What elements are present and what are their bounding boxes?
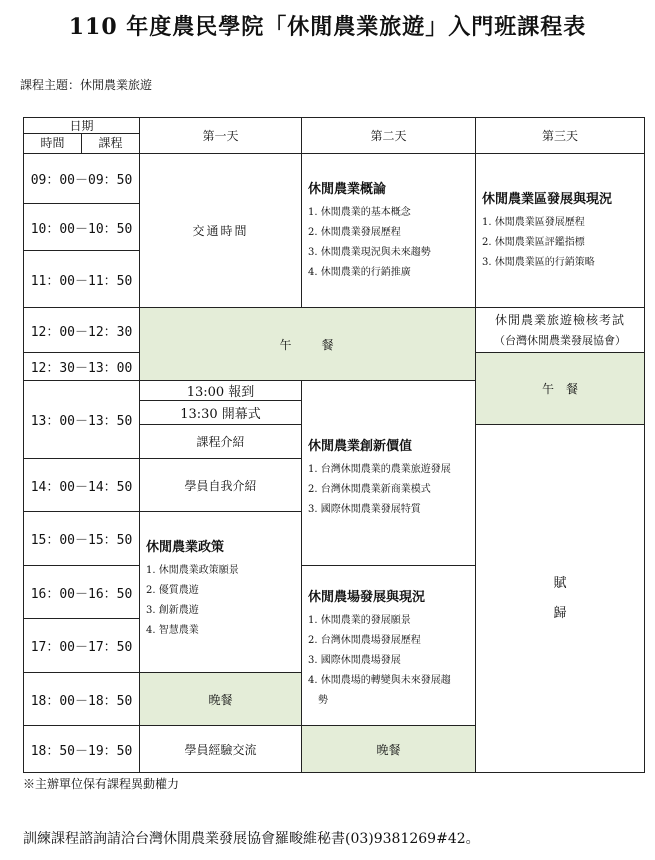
schedule-table [23,117,645,773]
travel-time: 交通時間 [140,154,302,308]
course-item: 3. 休閒農業區的行銷策略 [482,257,595,268]
return-home [476,425,645,773]
course-item: 3. 國際休閒農業發展特質 [308,504,421,515]
return-char: 歸 [553,605,567,621]
course-item: 1. 休閒農業政策願景 [146,565,239,576]
course-area [476,154,645,308]
header-corner [24,118,140,154]
time-slot: 15：00－15：50 [24,512,140,566]
course-title: 休閒農業概論 [308,182,387,197]
contact-info: 訓練課程諮詢請洽台灣休閒農業發展協會羅畯維秘書(03)9381269#42。 [23,831,480,847]
course-intro: 課程介紹 [140,425,302,459]
course-item: 2. 休閒農業發展歷程 [308,227,401,238]
course-item: 4. 休閒農場的轉變與未來發展趨 [308,675,451,686]
time-slot: 14：00－14：50 [24,459,140,512]
time-slot: 18：00－18：50 [24,673,140,726]
day1-header: 第一天 [140,118,302,154]
course-item: 2. 台灣休閒農業新商業模式 [308,484,431,495]
time-slot: 13：00－13：50 [24,381,140,459]
course-title: 休閒農場發展與現況 [308,590,426,605]
time-slot: 10：00－10：50 [24,204,140,251]
course-item: 2. 優質農遊 [146,585,199,596]
course-item: 2. 台灣休閒農場發展歷程 [308,635,421,646]
course-label: 課程 [98,136,123,150]
lunch-day3: 午 餐 [476,353,645,425]
course-innovation [302,381,476,566]
course-farm [302,566,476,726]
course-item: 3. 休閒農業現況與未來趨勢 [308,247,431,258]
course-item: 2. 休閒農業區評鑑指標 [482,237,585,248]
time-label: 時間 [24,134,82,153]
time-slot: 12：00－12：30 [24,308,140,353]
time-slot: 12：30－13：00 [24,353,140,381]
course-title: 休閒農業政策 [146,540,225,555]
time-slot: 18：50－19：50 [24,726,140,773]
course-item: 勢 [318,695,328,706]
course-item: 4. 休閒農業的行銷推廣 [308,267,411,278]
course-item: 1. 休閒農業區發展歷程 [482,217,585,228]
day2-header: 第二天 [302,118,476,154]
course-item: 1. 休閒農業的基本概念 [308,207,411,218]
course-item: 1. 休閒農業的發展願景 [308,615,411,626]
exam-title: 休閒農業旅遊檢核考試 [494,313,625,327]
page-title: 110 年度農民學院「休閒農業旅遊」入門班課程表 [68,14,587,40]
dinner-day1: 晚餐 [140,673,302,726]
lunch-day1-2: 午 餐 [140,308,476,381]
time-slot: 16：00－16：50 [24,566,140,619]
course-item: 3. 創新農遊 [146,605,199,616]
return-char: 賦 [553,575,567,591]
exam-org: （台灣休閒農業發展協會） [494,334,626,347]
opening-ceremony: 13:30 開幕式 [140,401,302,425]
note: ※主辦單位保有課程異動權力 [23,777,180,791]
course-item: 3. 國際休閒農場發展 [308,655,401,666]
self-intro: 學員自我介紹 [140,459,302,512]
exam-cell [476,308,645,353]
course-overview [302,154,476,308]
time-slot: 09：00－09：50 [24,154,140,204]
course-title: 休閒農業創新價值 [308,439,413,454]
day3-header: 第三天 [476,118,645,154]
course-policy [140,512,302,673]
time-slot: 17：00－17：50 [24,619,140,673]
course-item: 1. 台灣休閒農業的農業旅遊發展 [308,464,451,475]
experience-exchange: 學員經驗交流 [140,726,302,773]
course-topic: 課程主題：休閒農業旅遊 [20,78,153,92]
time-slot: 11：00－11：50 [24,251,140,308]
course-item: 4. 智慧農業 [146,625,199,636]
course-title: 休閒農業區發展與現況 [482,192,613,207]
dinner-day2: 晚餐 [302,726,476,773]
date-label: 日期 [24,118,139,134]
checkin: 13:00 報到 [140,381,302,401]
